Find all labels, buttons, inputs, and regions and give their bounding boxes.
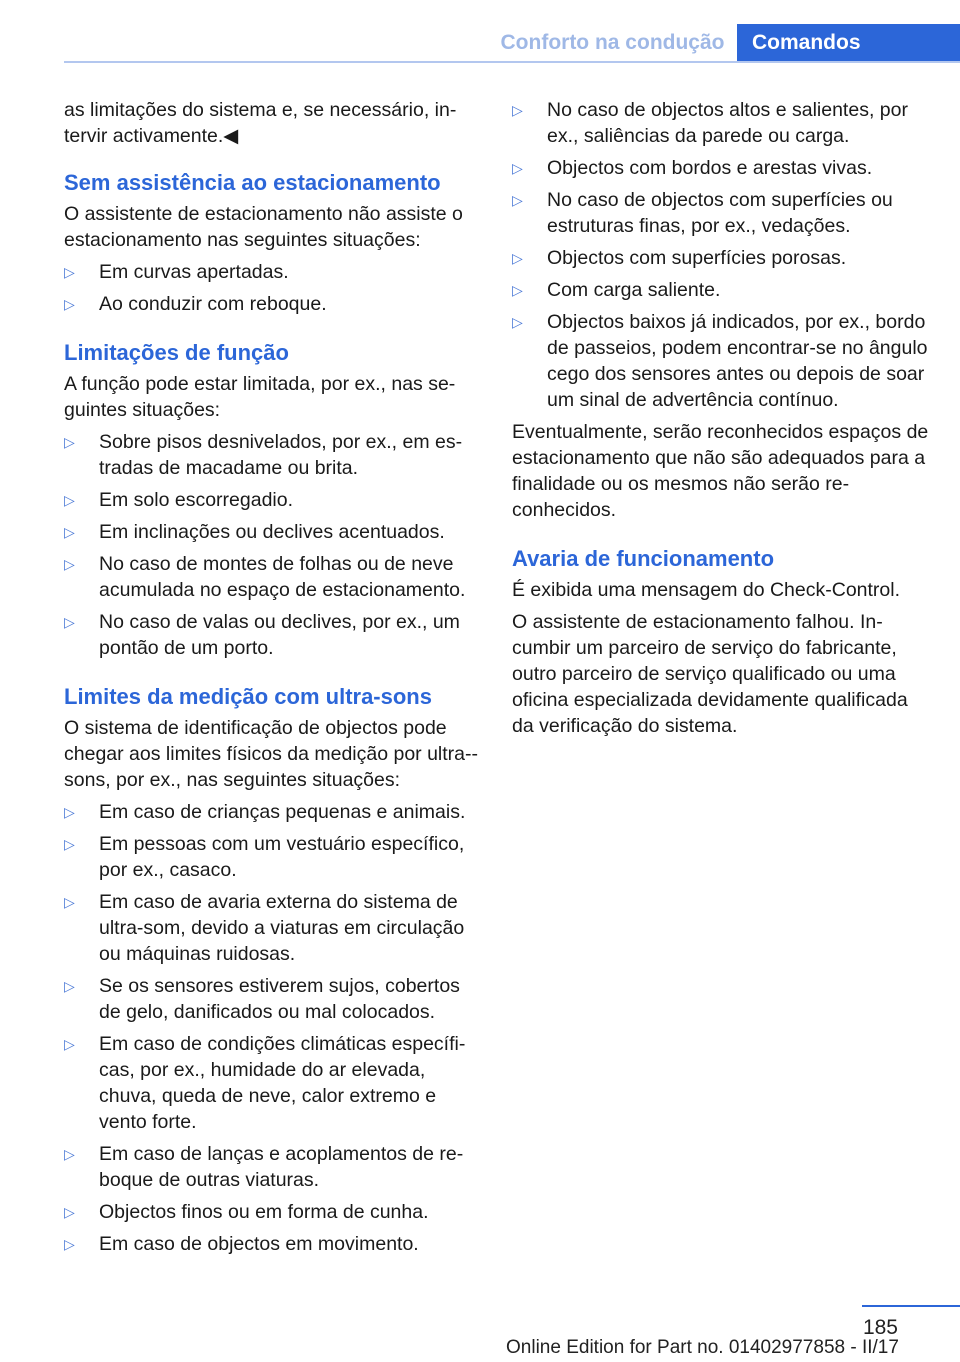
list-item [64,1141,482,1193]
list-item [64,889,482,967]
list-item-text: Objectos com superfícies porosas. [547,247,847,269]
list-item-text: Em caso de avaria externa do sistema de ultra-som, devido a viaturas em circulação ou máquinas ruidosas. [99,891,465,965]
bullet-list [512,97,932,413]
list-item [512,97,932,149]
list-item [64,1199,482,1225]
bullet-triangle-icon: ▷ [512,192,523,208]
header-section-title: Conforto na condução [500,31,725,54]
section-heading-limitacoes: Limitações de função [64,340,289,365]
bullet-triangle-icon: ▷ [64,524,75,540]
list-item-text: Em caso de lanças e acoplamentos de re‐boque de outras viaturas. [99,1143,464,1191]
right-column [512,97,932,745]
list-item-text: Em curvas apertadas. [99,261,289,283]
list-item-text: Em caso de crianças pequenas e animais. [99,801,466,823]
list-item-text: Em caso de objectos em movimento. [99,1233,419,1255]
service-paragraph: O assistente de estacionamento falhou. In‐cumbir um parceiro de serviço do fabricante, outro parceiro de serviço qualificado ou uma oficina especializada devidamente qualificada da verificação do sistema. [512,611,908,737]
section-paragraph: O sistema de identificação de objectos pode chegar aos limites físicos da medição por ultra--sons, por ex., nas seguintes situações: [64,717,479,791]
list-item-text: Em caso de condições climáticas específi‐cas, por ex., humidade do ar elevada, chuva, queda de neve, calor extremo e vento forte. [99,1033,466,1133]
section-heading-avaria: Avaria de funcionamento [512,546,775,571]
list-item-text: No caso de objectos altos e salientes, por ex., saliências da parede ou carga. [547,99,908,147]
bullet-list [64,259,482,317]
bullet-triangle-icon: ▷ [64,296,75,312]
list-item [64,1031,482,1135]
list-item [64,291,482,317]
list-item-text: Objectos baixos já indicados, por ex., bordo de passeios, podem encontrar-se no ângulo cego dos sensores antes ou depois de soar um sinal de advertência contínuo. [547,311,928,411]
list-item [64,551,482,603]
list-item [64,973,482,1025]
list-item-text: Em solo escorregadio. [99,489,294,511]
eventualmente-paragraph: Eventualmente, serão reconhecidos espaços de estacionamento que não são adequados para a finalidade ou os mesmos não serão re‐conhecidos. [512,421,929,521]
bullet-triangle-icon: ▷ [512,314,523,330]
list-item [64,429,482,481]
list-item [64,1231,482,1257]
section-paragraph: A função pode estar limitada, por ex., nas se‐guintes situações: [64,373,456,421]
list-item [512,187,932,239]
intro-paragraph: as limitações do sistema e, se necessário, in‐tervir activamente.◀ [64,99,457,147]
bullet-triangle-icon: ▷ [64,1146,75,1162]
list-item-text: Sobre pisos desnivelados, por ex., em es‐tradas de macadame ou brita. [99,431,463,479]
list-item-text: No caso de objectos com superfícies ou estruturas finas, por ex., vedações. [547,189,893,237]
bullet-triangle-icon: ▷ [512,102,523,118]
list-item-text: Objectos finos ou em forma de cunha. [99,1201,429,1223]
bullet-triangle-icon: ▷ [64,264,75,280]
bullet-triangle-icon: ▷ [64,1204,75,1220]
list-item [512,277,932,303]
list-item-text: Em inclinações ou declives acentuados. [99,521,445,543]
bullet-triangle-icon: ▷ [64,1036,75,1052]
bullet-triangle-icon: ▷ [64,492,75,508]
list-item-text: Com carga saliente. [547,279,721,301]
list-item [64,799,482,825]
list-item [64,831,482,883]
bullet-triangle-icon: ▷ [64,556,75,572]
list-item [64,519,482,545]
list-item-text: Em pessoas com um vestuário específico, por ex., casaco. [99,833,465,881]
section-paragraph: O assistente de estacionamento não assiste o estacionamento nas seguintes situações: [64,203,463,251]
bullet-triangle-icon: ▷ [512,160,523,176]
list-item [64,609,482,661]
bullet-triangle-icon: ▷ [64,894,75,910]
bullet-triangle-icon: ▷ [64,1236,75,1252]
bullet-triangle-icon: ▷ [512,282,523,298]
footer-rule [862,1305,960,1307]
section-heading-limites-ultrasons: Limites da medição com ultra-sons [64,684,432,709]
bullet-list [64,799,482,1257]
bullet-triangle-icon: ▷ [64,434,75,450]
bullet-triangle-icon: ▷ [64,836,75,852]
list-item [64,259,482,285]
list-item-text: No caso de valas ou declives, por ex., um pontão de um porto. [99,611,460,659]
bullet-triangle-icon: ▷ [64,978,75,994]
bullet-list [64,429,482,661]
list-item [512,309,932,413]
list-item [512,155,932,181]
list-item-text: Objectos com bordos e arestas vivas. [547,157,873,179]
page-header [0,0,960,62]
bullet-triangle-icon: ▷ [64,614,75,630]
list-item-text: Se os sensores estiverem sujos, cobertos de gelo, danificados ou mal colocados. [99,975,460,1023]
bullet-triangle-icon: ▷ [64,804,75,820]
edition-note: Online Edition for Part no. 01402977858 - II/17 [506,1337,899,1358]
list-item [512,245,932,271]
check-control-paragraph: É exibida uma mensagem do Check-Control. [512,579,901,601]
header-rule [64,61,960,63]
page-number: 185 [862,1316,898,1339]
section-heading-sem-assistencia: Sem assistência ao estacionamento [64,170,441,195]
list-item-text: No caso de montes de folhas ou de neve acumulada no espaço de estacionamento. [99,553,466,601]
list-item [64,487,482,513]
header-chapter-tab: Comandos [737,24,960,62]
left-column [64,97,482,1263]
bullet-triangle-icon: ▷ [512,250,523,266]
list-item-text: Ao conduzir com reboque. [99,293,327,315]
